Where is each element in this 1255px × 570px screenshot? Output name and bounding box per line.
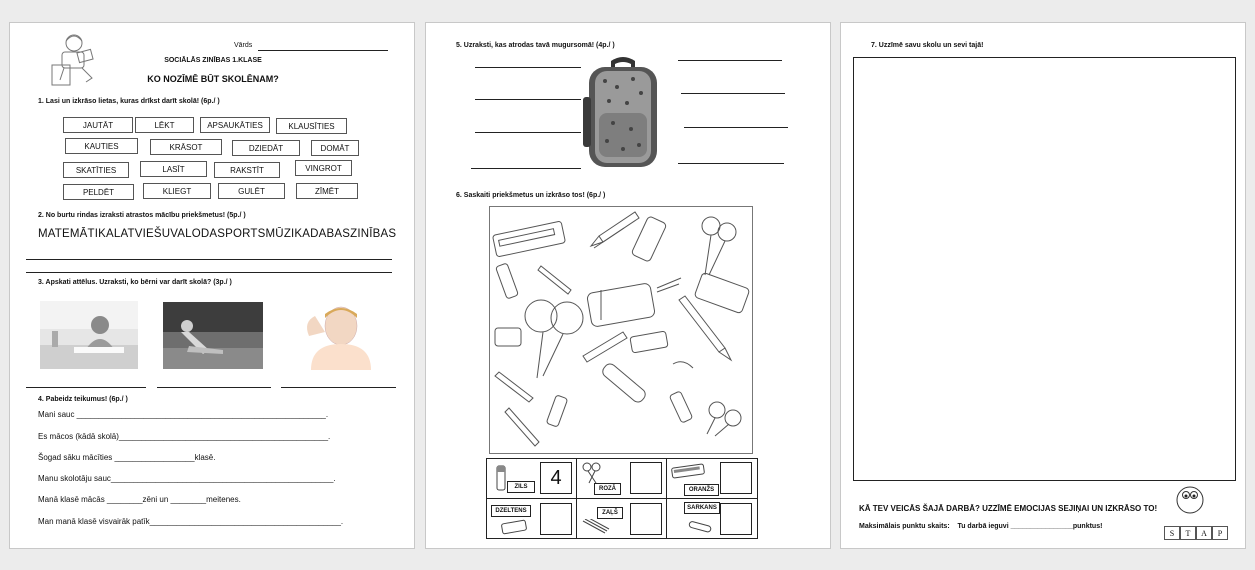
- answer-line[interactable]: [475, 67, 581, 68]
- word-box[interactable]: KLIEGT: [143, 183, 211, 199]
- word-box[interactable]: ZĪMĒT: [296, 183, 358, 199]
- sentence-line[interactable]: Es mācos (kādā skolā)_______________________________________________.: [38, 432, 331, 441]
- word-box[interactable]: LASĪT: [140, 161, 207, 177]
- count-cell[interactable]: [630, 462, 662, 494]
- children-exercising-photo: [163, 302, 263, 369]
- word-box[interactable]: KAUTIES: [65, 138, 138, 154]
- color-label-yellow: DZELTENS: [491, 505, 531, 517]
- task-1-instruction: 1. Lasi un izkrāso lietas, kuras drīkst darīt skolā! (6p./ ): [38, 98, 220, 105]
- word-box[interactable]: KRĀSOT: [150, 139, 222, 155]
- color-label-pink: ROZĀ: [594, 483, 621, 495]
- word-box[interactable]: PELDĒT: [63, 184, 134, 200]
- color-label-green: ZAĻŠ: [597, 507, 623, 519]
- sentence-line[interactable]: Šogad sāku mācīties __________________klasē.: [38, 453, 216, 462]
- name-line[interactable]: [258, 50, 388, 51]
- answer-line[interactable]: [678, 163, 784, 164]
- emotion-instruction: KĀ TEV VEICĀS ŠAJĀ DARBĀ? UZZĪMĒ EMOCIJAS SEJIŅAI UN IZKRĀSO TO!: [859, 504, 1158, 513]
- page-title: KO NOZĪMĒ BŪT SKOLĒNAM?: [147, 74, 279, 84]
- count-example-cell[interactable]: 4: [540, 462, 572, 494]
- answer-line[interactable]: [281, 387, 396, 388]
- answer-line[interactable]: [678, 60, 782, 61]
- worksheet-page-1: [9, 22, 415, 549]
- points-line: Maksimālais punktu skaits: Tu darbā ieguvi ________________punktus!: [859, 523, 1103, 530]
- task-5-instruction: 5. Uzraksti, kas atrodas tavā mugursomā! (4p./ ): [456, 42, 615, 49]
- sentence-line[interactable]: Manā klasē mācās ________zēni un ________meitenes.: [38, 495, 241, 504]
- word-box[interactable]: JAUTĀT: [63, 117, 133, 133]
- word-box[interactable]: VINGROT: [295, 160, 352, 176]
- drawing-area[interactable]: [853, 57, 1236, 481]
- grade-box-s[interactable]: S: [1164, 526, 1180, 540]
- count-cell[interactable]: [720, 503, 752, 535]
- emoji-face-icon[interactable]: [1175, 485, 1205, 515]
- task-7-instruction: 7. Uzzīmē savu skolu un sevi tajā!: [871, 42, 984, 49]
- pen-icon: [685, 519, 717, 535]
- sentence-line[interactable]: Mani sauc ________________________________________________________.: [38, 410, 329, 419]
- table-divider: [487, 498, 757, 499]
- count-cell[interactable]: [630, 503, 662, 535]
- answer-line[interactable]: [681, 93, 785, 94]
- school-supplies-picture: [489, 206, 753, 454]
- answer-line[interactable]: [26, 259, 392, 260]
- name-label: Vārds: [234, 42, 253, 49]
- count-cell[interactable]: [540, 503, 572, 535]
- count-cell[interactable]: [720, 462, 752, 494]
- answer-line[interactable]: [157, 387, 271, 388]
- task-3-instruction: 3. Apskati attēlus. Uzraksti, ko bērni var darīt skolā? (3p./ ): [38, 279, 232, 286]
- task-4-instruction: 4. Pabeidz teikumus! (6p./ ): [38, 396, 128, 403]
- pencils-icon: [581, 519, 611, 537]
- word-box[interactable]: SKATĪTIES: [63, 162, 129, 178]
- scissors-icon: [581, 461, 603, 485]
- backpack-illustration: [583, 57, 663, 172]
- child-writing-photo: [40, 301, 138, 369]
- answer-line[interactable]: [475, 132, 581, 133]
- word-box[interactable]: DOMĀT: [311, 140, 359, 156]
- word-box[interactable]: KLAUSĪTIES: [276, 118, 347, 134]
- color-label-blue: ZILS: [507, 481, 535, 493]
- pencil-case-icon: [670, 462, 706, 480]
- answer-line[interactable]: [26, 387, 146, 388]
- grade-box-p[interactable]: P: [1212, 526, 1228, 540]
- word-box[interactable]: LĒKT: [135, 117, 194, 133]
- grade-box-t[interactable]: T: [1180, 526, 1196, 540]
- word-box[interactable]: APSAUKĀTIES: [200, 117, 270, 133]
- sentence-line[interactable]: Man manā klasē visvairāk patīk___________________________________________.: [38, 517, 344, 526]
- counting-table: [486, 458, 758, 539]
- grade-box-a[interactable]: A: [1196, 526, 1212, 540]
- task-2-instruction: 2. No burtu rindas izraksti atrastos mācību priekšmetus! (5p./ ): [38, 212, 246, 219]
- answer-line[interactable]: [475, 99, 581, 100]
- subject-heading: SOCIĀLĀS ZINĪBAS 1.KLASE: [164, 57, 262, 64]
- word-box[interactable]: DZIEDĀT: [232, 140, 300, 156]
- boy-listening-photo: [283, 296, 387, 370]
- answer-line[interactable]: [26, 272, 392, 273]
- task-6-instruction: 6. Saskaiti priekšmetus un izkrāso tos! (6p./ ): [456, 192, 606, 199]
- color-label-red: SARKANS: [684, 502, 720, 514]
- worksheet-page-2: [425, 22, 831, 549]
- color-label-orange: ORANŽS: [684, 484, 719, 496]
- eraser-icon: [499, 519, 529, 535]
- answer-line[interactable]: [471, 168, 581, 169]
- sentence-line[interactable]: Manu skolotāju sauc__________________________________________________.: [38, 474, 336, 483]
- answer-line[interactable]: [684, 127, 788, 128]
- letter-string: MATEMĀTIKALATVIEŠUVALODASPORTSMŪZIKADABASZINĪBAS: [38, 228, 397, 240]
- word-box[interactable]: GULĒT: [218, 183, 285, 199]
- worksheet-page-3: [840, 22, 1246, 549]
- word-box[interactable]: RAKSTĪT: [214, 162, 280, 178]
